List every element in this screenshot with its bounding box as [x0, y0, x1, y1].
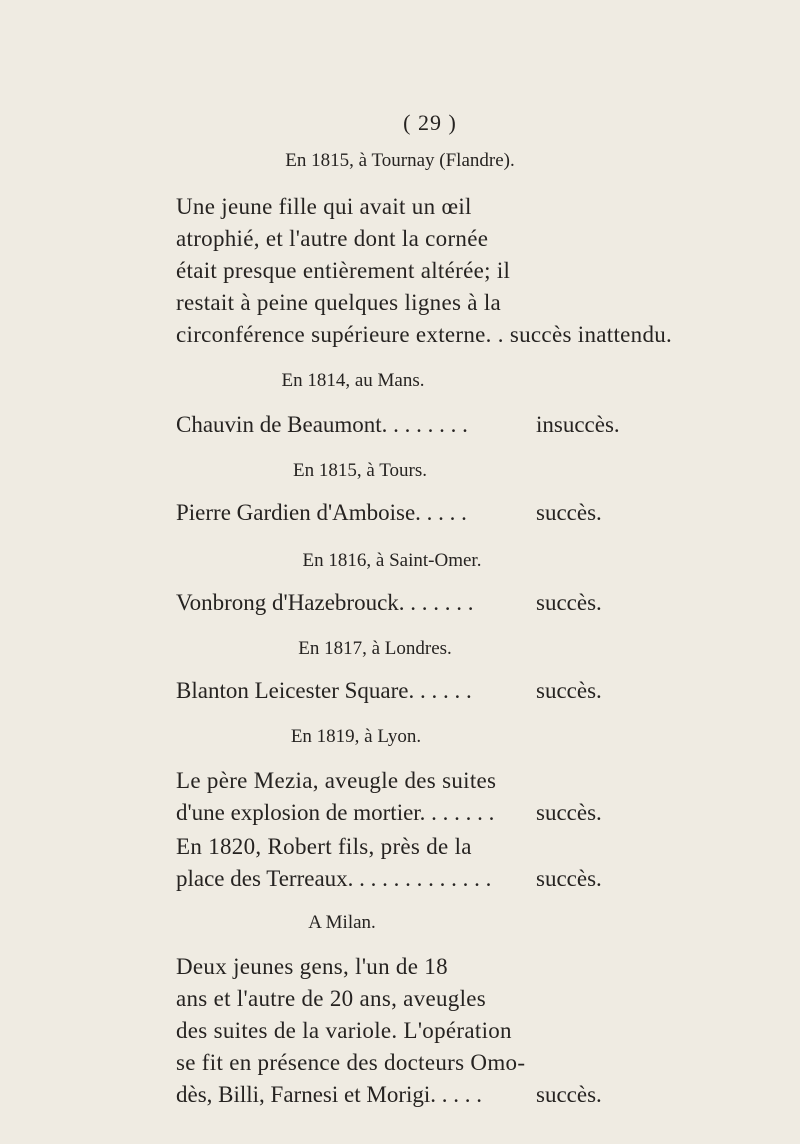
text-line: restait à peine quelques lignes à la: [176, 290, 502, 315]
text-line: se fit en présence des docteurs Omo-: [176, 1050, 526, 1075]
patient-name: Chauvin de Beaumont. . . . . . . .: [176, 412, 468, 437]
patient-name: Pierre Gardien d'Amboise. . . . .: [176, 500, 467, 525]
case-result: insuccès.: [536, 412, 620, 437]
case-result: succès.: [536, 800, 602, 825]
page-number: ( 29 ): [403, 110, 457, 135]
patient-name: d'une explosion de mortier. . . . . . .: [176, 800, 495, 825]
patient-name: Blanton Leicester Square. . . . . .: [176, 678, 472, 703]
section-heading-londres: En 1817, à Londres.: [298, 638, 452, 659]
text-line: ans et l'autre de 20 ans, aveugles: [176, 986, 487, 1011]
section-heading-milan: A Milan.: [308, 912, 376, 933]
case-result: succès.: [536, 866, 602, 891]
text-line: Une jeune fille qui avait un œil: [176, 194, 472, 219]
section-heading-mans: En 1814, au Mans.: [281, 370, 425, 391]
patient-name: dès, Billi, Farnesi et Morigi. . . . .: [176, 1082, 483, 1107]
text-line: Deux jeunes gens, l'un de 18: [176, 954, 448, 979]
section-heading-tours: En 1815, à Tours.: [293, 460, 427, 481]
patient-name: Vonbrong d'Hazebrouck. . . . . . .: [176, 590, 474, 615]
text-line: circonférence supérieure externe. . succès inattendu.: [176, 322, 673, 347]
text-line: était presque entièrement altérée; il: [176, 258, 511, 283]
text-line: Le père Mezia, aveugle des suites: [176, 768, 497, 793]
section-heading-tournay: En 1815, à Tournay (Flandre).: [285, 150, 515, 171]
text-line: des suites de la variole. L'opération: [176, 1018, 512, 1043]
section-heading-saint-omer: En 1816, à Saint-Omer.: [302, 550, 482, 571]
text-line: atrophié, et l'autre dont la cornée: [176, 226, 489, 251]
patient-name: place des Terreaux. . . . . . . . . . . . .: [176, 866, 492, 891]
case-result: succès.: [536, 678, 602, 703]
case-result: succès.: [536, 500, 602, 525]
case-result: succès.: [536, 1082, 602, 1107]
section-heading-lyon: En 1819, à Lyon.: [290, 726, 422, 747]
text-line: En 1820, Robert fils, près de la: [176, 834, 472, 859]
case-result: succès.: [536, 590, 602, 615]
